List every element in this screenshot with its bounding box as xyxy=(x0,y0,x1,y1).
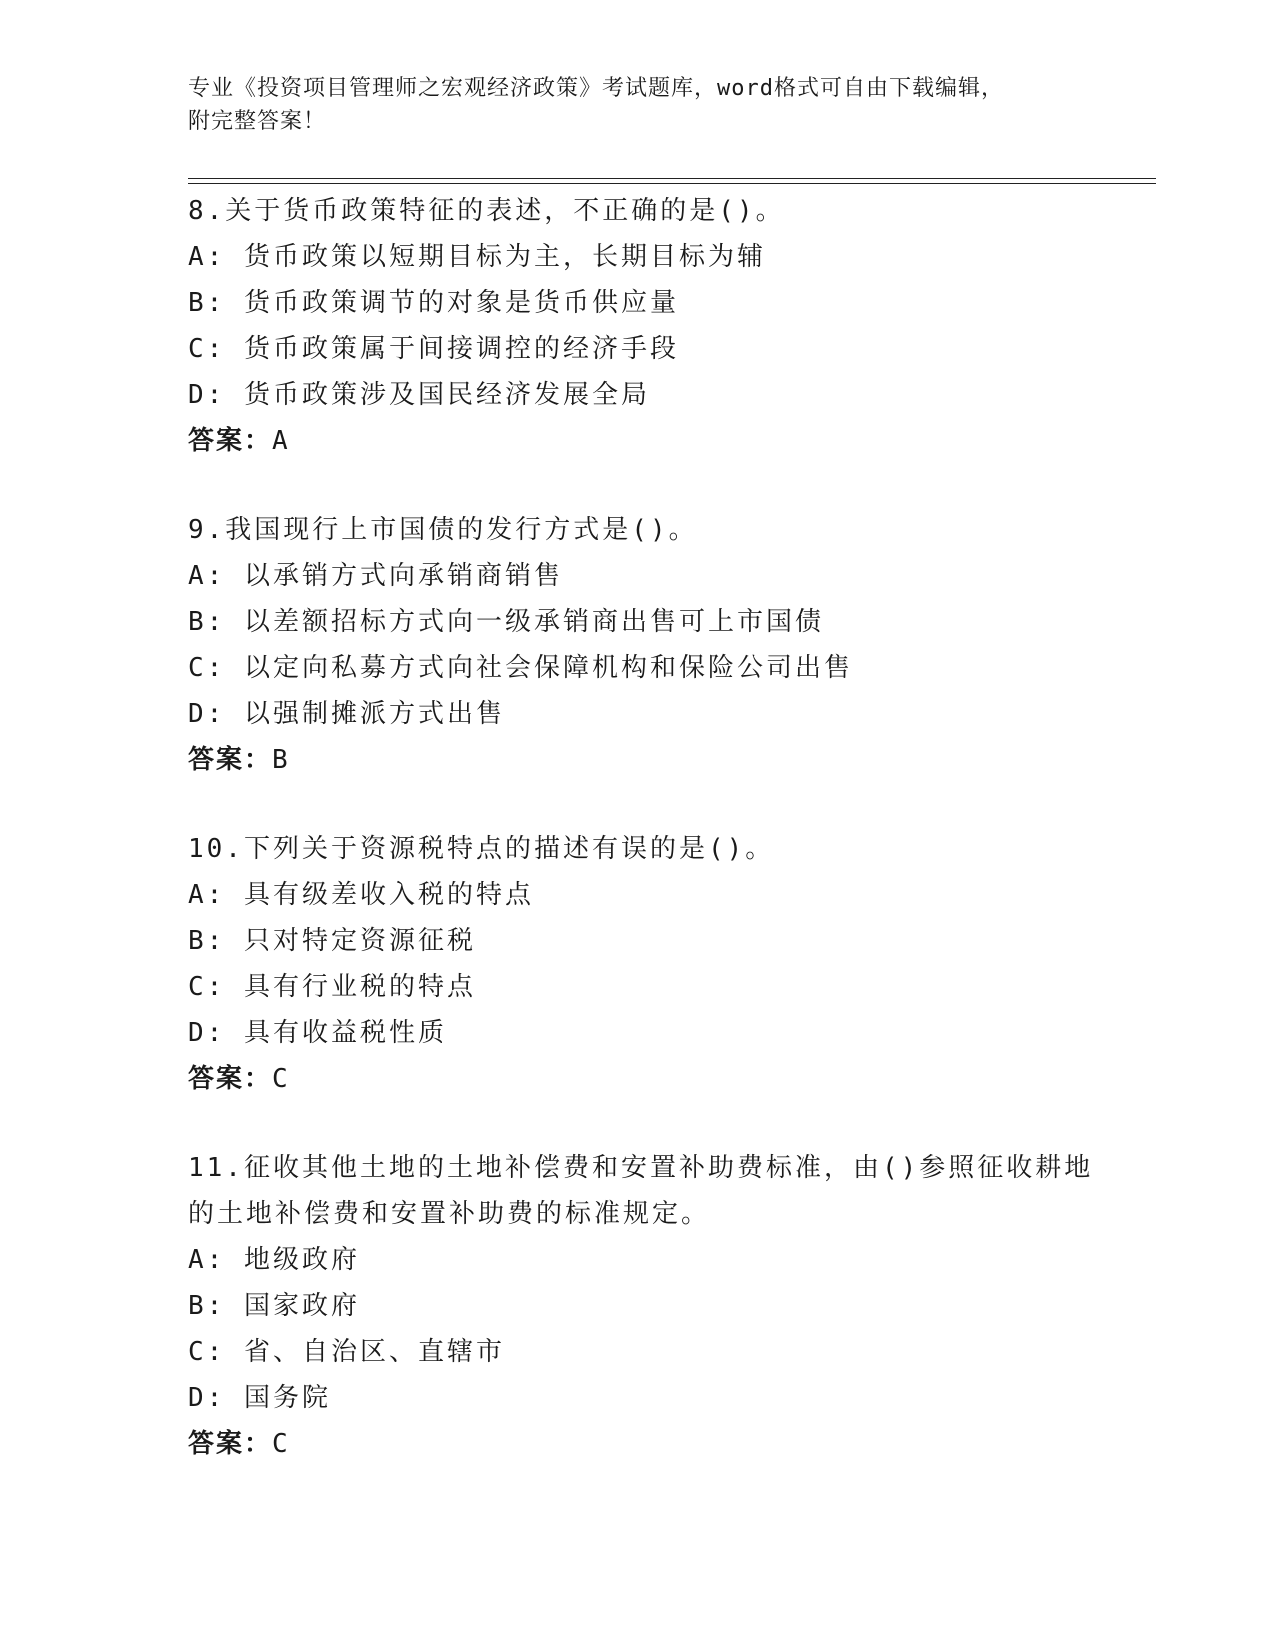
question-9 xyxy=(188,507,1088,783)
option-a: A: 货币政策以短期目标为主，长期目标为辅 xyxy=(188,242,766,272)
header-line-1: 专业《投资项目管理师之宏观经济政策》考试题库，word格式可自由下载编辑， xyxy=(188,76,1004,101)
document-header xyxy=(188,72,1088,138)
answer-label: 答案： xyxy=(188,745,273,775)
answer-label: 答案： xyxy=(188,426,273,456)
header-divider-bottom xyxy=(188,183,1156,184)
question-stem: 10.下列关于资源税特点的描述有误的是()。 xyxy=(188,834,775,864)
option-c: C: 具有行业税的特点 xyxy=(188,972,476,1002)
answer-line xyxy=(188,1421,1088,1467)
question-stem-line-2: 的土地补偿费和安置补助费的标准规定。 xyxy=(188,1199,711,1229)
question-8 xyxy=(188,188,1088,464)
option-a: A: 地级政府 xyxy=(188,1245,360,1275)
answer-line xyxy=(188,1056,1088,1102)
answer-value: A xyxy=(272,426,291,456)
header-divider-top xyxy=(188,178,1156,179)
option-b: B: 货币政策调节的对象是货币供应量 xyxy=(188,288,679,318)
option-d: D: 具有收益税性质 xyxy=(188,1018,447,1048)
answer-value: B xyxy=(272,745,291,775)
option-b: B: 以差额招标方式向一级承销商出售可上市国债 xyxy=(188,607,824,637)
answer-value: C xyxy=(272,1064,291,1094)
option-b: B: 国家政府 xyxy=(188,1291,360,1321)
answer-value: C xyxy=(272,1429,291,1459)
answer-line xyxy=(188,418,1088,464)
option-a: A: 具有级差收入税的特点 xyxy=(188,880,534,910)
answer-line xyxy=(188,737,1088,783)
option-c: C: 货币政策属于间接调控的经济手段 xyxy=(188,334,679,364)
header-line-2: 附完整答案！ xyxy=(188,109,327,134)
question-stem-line-1: 11.征收其他土地的土地补偿费和安置补助费标准，由()参照征收耕地 xyxy=(188,1153,1094,1183)
option-b: B: 只对特定资源征税 xyxy=(188,926,476,956)
question-stem: 8.关于货币政策特征的表述，不正确的是()。 xyxy=(188,196,785,226)
option-c: C: 省、自治区、直辖市 xyxy=(188,1337,505,1367)
question-stem: 9.我国现行上市国债的发行方式是()。 xyxy=(188,515,698,545)
question-10 xyxy=(188,826,1088,1102)
option-d: D: 国务院 xyxy=(188,1383,331,1413)
question-11 xyxy=(188,1145,1094,1467)
option-d: D: 以强制摊派方式出售 xyxy=(188,699,505,729)
answer-label: 答案： xyxy=(188,1064,273,1094)
option-a: A: 以承销方式向承销商销售 xyxy=(188,561,563,591)
option-c: C: 以定向私募方式向社会保障机构和保险公司出售 xyxy=(188,653,853,683)
option-d: D: 货币政策涉及国民经济发展全局 xyxy=(188,380,650,410)
answer-label: 答案： xyxy=(188,1429,273,1459)
